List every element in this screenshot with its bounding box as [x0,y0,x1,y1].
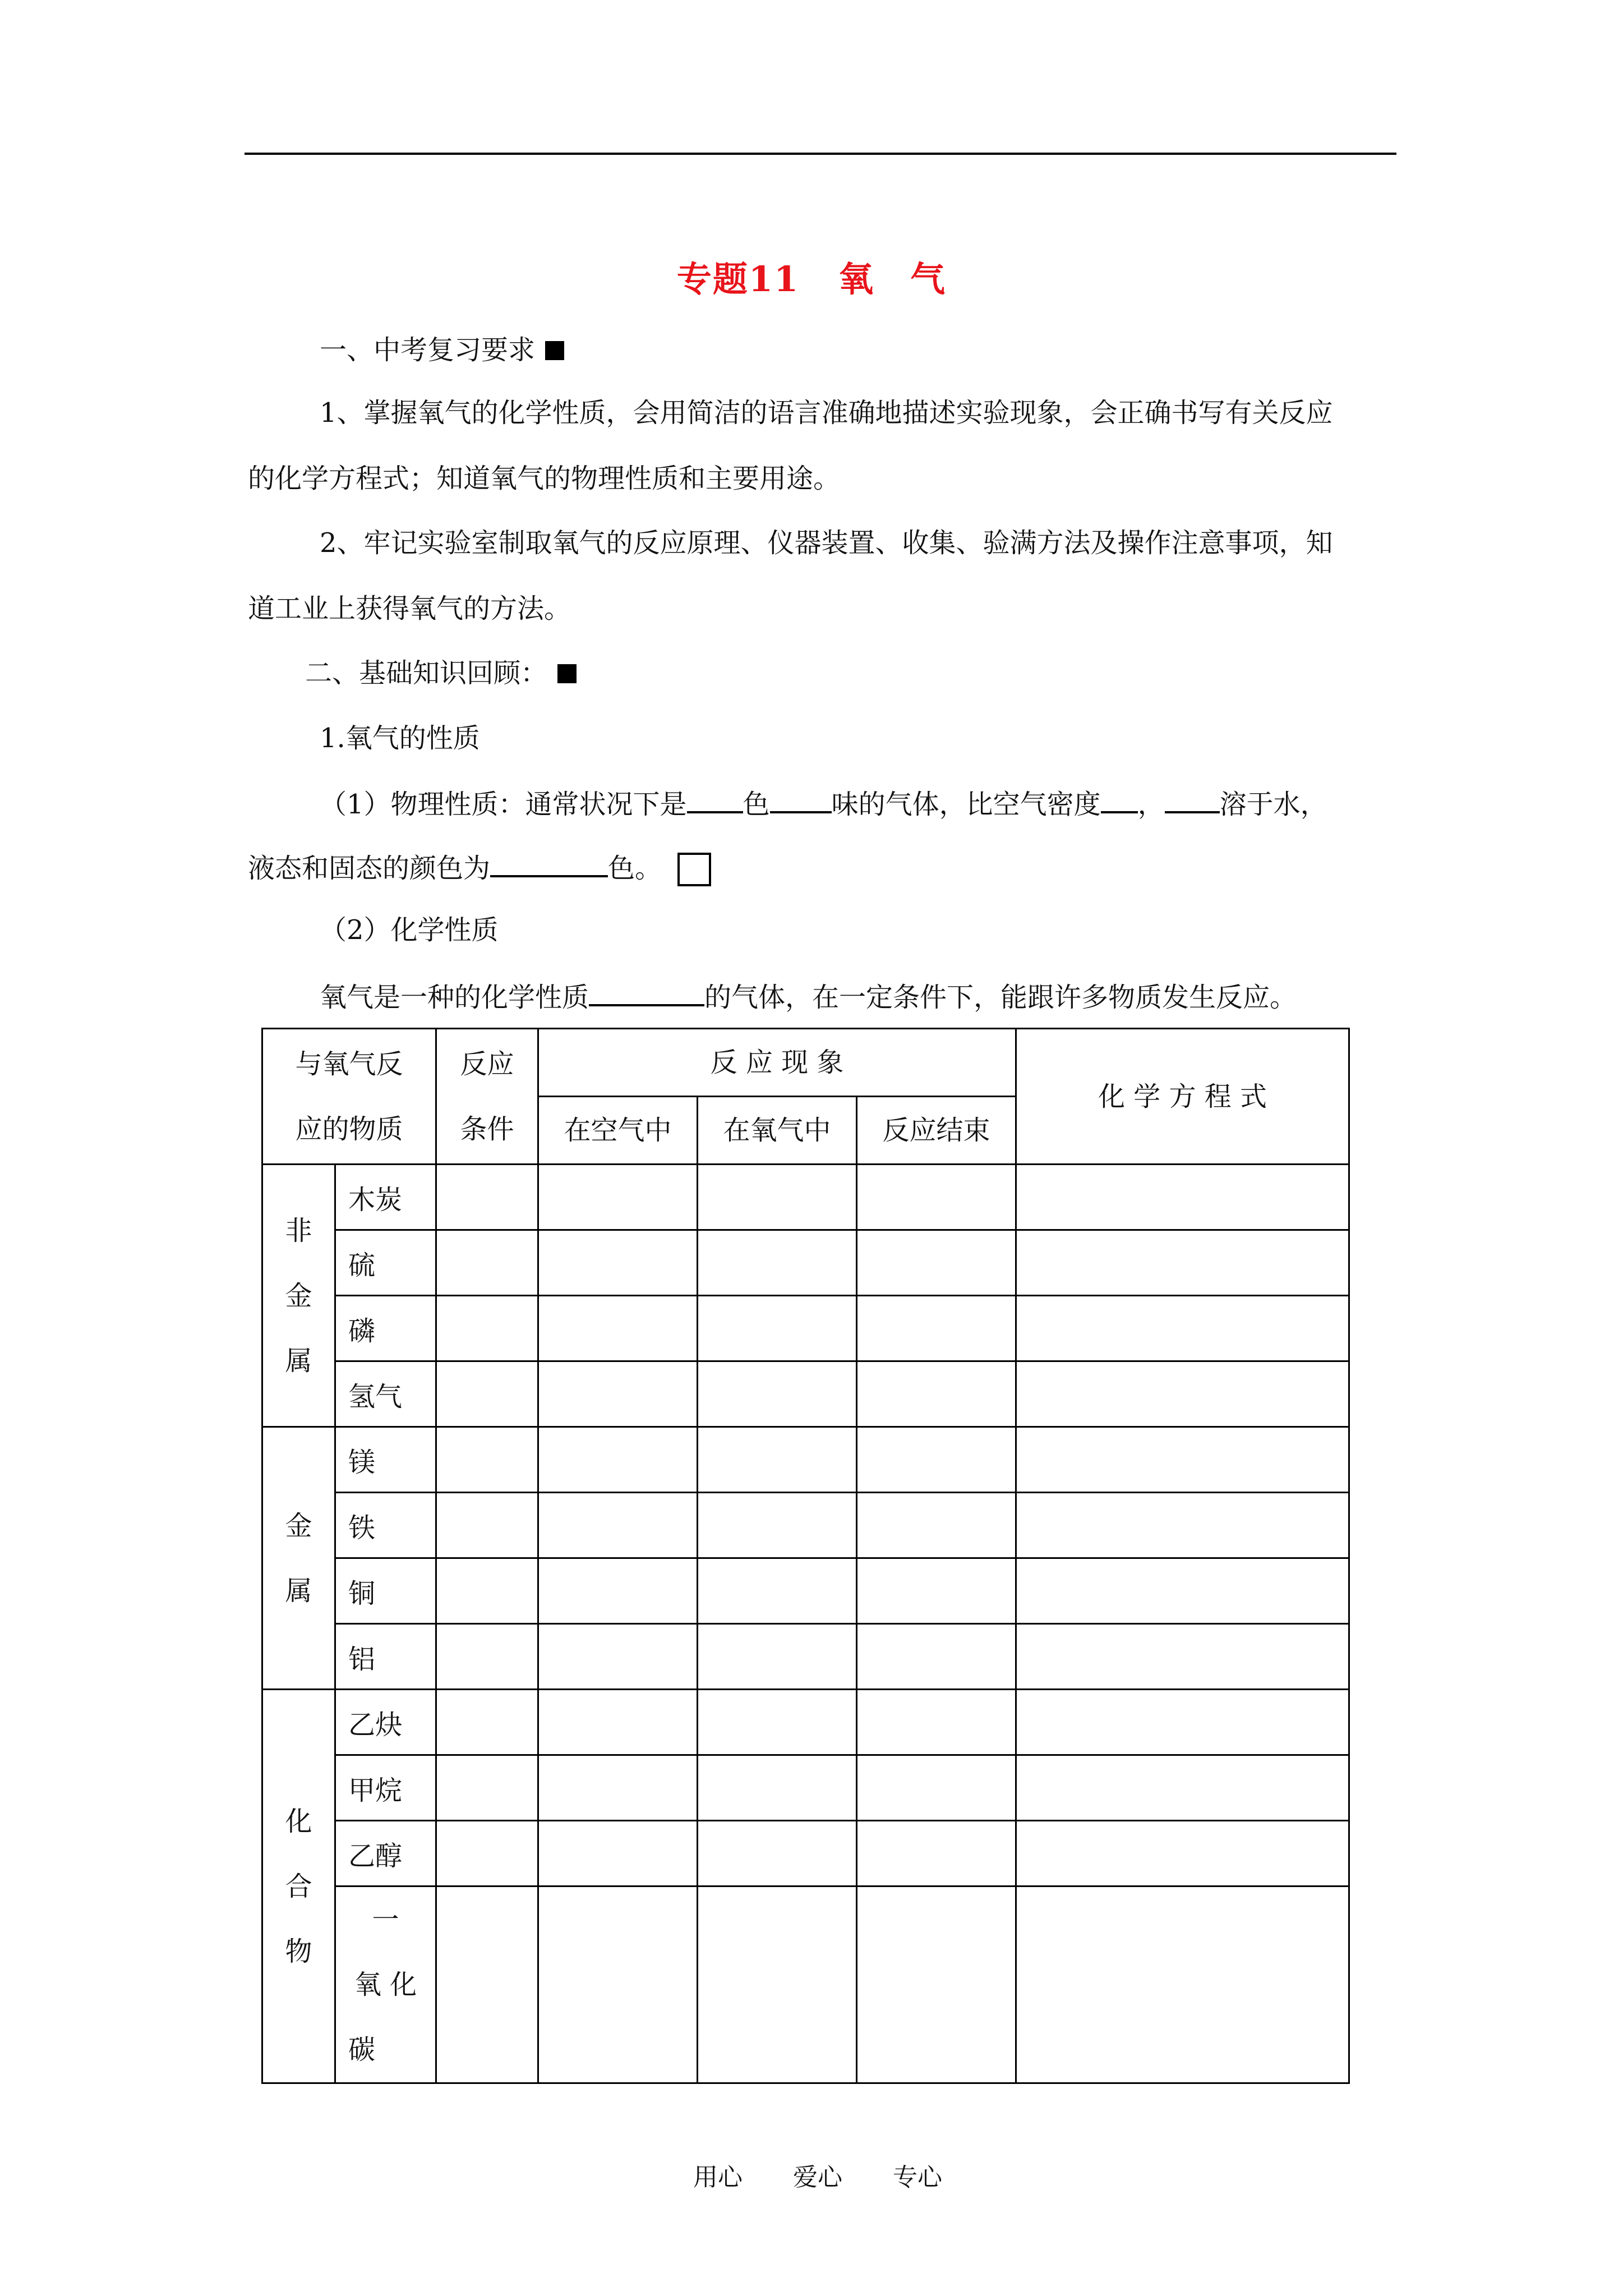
chemical-properties-heading: （2）化学性质 [320,914,499,946]
cell[interactable] [698,1821,857,1887]
cell[interactable] [1016,1361,1349,1427]
cell[interactable] [538,1624,698,1690]
substance-cell: 铝 [335,1624,436,1690]
cell[interactable] [698,1887,857,2083]
cell[interactable] [1016,1558,1349,1624]
group-label-compound: 化 合 物 [262,1690,335,2083]
cell[interactable] [857,1821,1016,1887]
physical-properties-line-1: （1）物理性质：通常状况下是 色 味的气体，比空气密度 ， 溶于水， [320,785,1327,821]
square-bullet-icon [545,341,564,360]
title-main: 专题11 [676,259,800,300]
cell[interactable] [1016,1427,1349,1493]
oxygen-properties-heading: 1.氧气的性质 [320,723,480,754]
cell[interactable] [1016,1230,1349,1296]
substance-cell: 木炭 [335,1165,436,1230]
header-in-air: 在空气中 [538,1097,698,1165]
title-sub: 氧 气 [838,259,947,300]
cell[interactable] [538,1165,698,1230]
table-row [262,1755,1349,1821]
cell[interactable] [698,1361,857,1427]
cell[interactable] [436,1558,538,1624]
blank-color[interactable] [687,785,743,813]
table-row [262,1361,1349,1427]
physical-properties-line-2: 液态和固态的颜色为 色。 [248,849,711,886]
cell[interactable] [698,1493,857,1558]
cell[interactable] [1016,1755,1349,1821]
cell[interactable] [857,1624,1016,1690]
blank-solubility[interactable] [1165,785,1220,813]
cell[interactable] [1016,1493,1349,1558]
cell[interactable] [538,1690,698,1755]
header-in-oxygen: 在氧气中 [698,1097,857,1165]
blank-liquid-color[interactable] [490,849,608,877]
requirement-1-line-2: 的化学方程式；知道氧气的物理性质和主要用途。 [248,463,841,494]
cell[interactable] [698,1624,857,1690]
cell[interactable] [698,1690,857,1755]
group-label-nonmetal: 非 金 属 [262,1165,335,1427]
cell[interactable] [436,1493,538,1558]
cell[interactable] [538,1493,698,1558]
cell[interactable] [857,1755,1016,1821]
requirement-2-line-1: 2、牢记实验室制取氧气的反应原理、仪器装置、收集、验满方法及操作注意事项，知 [320,527,1333,559]
cell[interactable] [1016,1165,1349,1230]
cell[interactable] [857,1296,1016,1361]
substance-cell: 硫 [335,1230,436,1296]
substance-cell: 一 氧 化 碳 [335,1887,436,2083]
chemical-properties-line: 氧气是一种的化学性质 的气体，在一定条件下，能跟许多物质发生反应。 [320,978,1297,1014]
table-row [262,1165,1349,1230]
reactions-table [261,1028,1350,2084]
substance-cell: 磷 [335,1296,436,1361]
cell[interactable] [857,1887,1016,2083]
cell[interactable] [857,1427,1016,1493]
cell[interactable] [698,1427,857,1493]
footer-text-1: 用心 [693,2163,743,2192]
footer-text-2: 爱心 [793,2163,842,2192]
cell[interactable] [698,1230,857,1296]
substance-cell: 铜 [335,1558,436,1624]
blank-density[interactable] [1101,785,1138,813]
cell[interactable] [538,1755,698,1821]
substance-cell: 乙醇 [335,1821,436,1887]
page-title [0,251,1623,301]
cell[interactable] [538,1296,698,1361]
substance-cell: 铁 [335,1493,436,1558]
cell[interactable] [436,1230,538,1296]
cell[interactable] [857,1558,1016,1624]
table-row [262,1230,1349,1296]
table-row [262,1887,1349,2083]
cell[interactable] [538,1821,698,1887]
cell[interactable] [1016,1690,1349,1755]
cell[interactable] [436,1427,538,1493]
cell[interactable] [857,1230,1016,1296]
cell[interactable] [436,1624,538,1690]
header-condition: 反应 条件 [436,1029,538,1165]
cell[interactable] [1016,1296,1349,1361]
cell[interactable] [538,1558,698,1624]
blank-odor[interactable] [770,785,832,813]
header-phenomenon: 反 应 现 象 [538,1029,1016,1097]
cell[interactable] [538,1230,698,1296]
requirement-2-line-2: 道工业上获得氧气的方法。 [248,593,571,624]
requirement-1-line-1: 1、掌握氧气的化学性质，会用简洁的语言准确地描述实验现象，会正确书写有关反应 [320,397,1333,429]
cell[interactable] [698,1296,857,1361]
table-row [262,1624,1349,1690]
cell[interactable] [1016,1624,1349,1690]
blank-chemical-activity[interactable] [589,978,704,1006]
header-equation: 化 学 方 程 式 [1016,1029,1349,1165]
substance-cell: 乙炔 [335,1690,436,1755]
square-bullet-icon [557,664,577,683]
cell[interactable] [436,1755,538,1821]
cell[interactable] [698,1755,857,1821]
cell[interactable] [538,1427,698,1493]
header-rule [245,153,1396,155]
cell[interactable] [857,1165,1016,1230]
cell[interactable] [1016,1821,1349,1887]
table-row [262,1296,1349,1361]
cell[interactable] [1016,1887,1349,2083]
cell[interactable] [436,1361,538,1427]
cell[interactable] [538,1887,698,2083]
cell[interactable] [436,1887,538,2083]
cell[interactable] [698,1165,857,1230]
empty-box-icon [677,853,711,886]
substance-cell: 镁 [335,1427,436,1493]
header-reaction-end: 反应结束 [857,1097,1016,1165]
cell[interactable] [436,1296,538,1361]
cell[interactable] [857,1493,1016,1558]
section2-heading: 二、基础知识回顾： [305,656,577,690]
cell[interactable] [538,1361,698,1427]
header-substance: 与氧气反 应的物质 [262,1029,436,1165]
cell[interactable] [436,1690,538,1755]
table-row [262,1821,1349,1887]
cell[interactable] [436,1165,538,1230]
substance-cell: 甲烷 [335,1755,436,1821]
table-row [262,1427,1349,1493]
substance-cell: 氢气 [335,1361,436,1427]
table-row [262,1690,1349,1755]
group-label-metal: 金 属 [262,1427,335,1690]
table-row [262,1493,1349,1558]
footer-text-3: 专心 [893,2163,942,2192]
table-row [262,1558,1349,1624]
cell[interactable] [857,1361,1016,1427]
cell[interactable] [857,1690,1016,1755]
cell[interactable] [436,1821,538,1887]
section1-heading: 一、中考复习要求 [320,333,564,367]
cell[interactable] [698,1558,857,1624]
